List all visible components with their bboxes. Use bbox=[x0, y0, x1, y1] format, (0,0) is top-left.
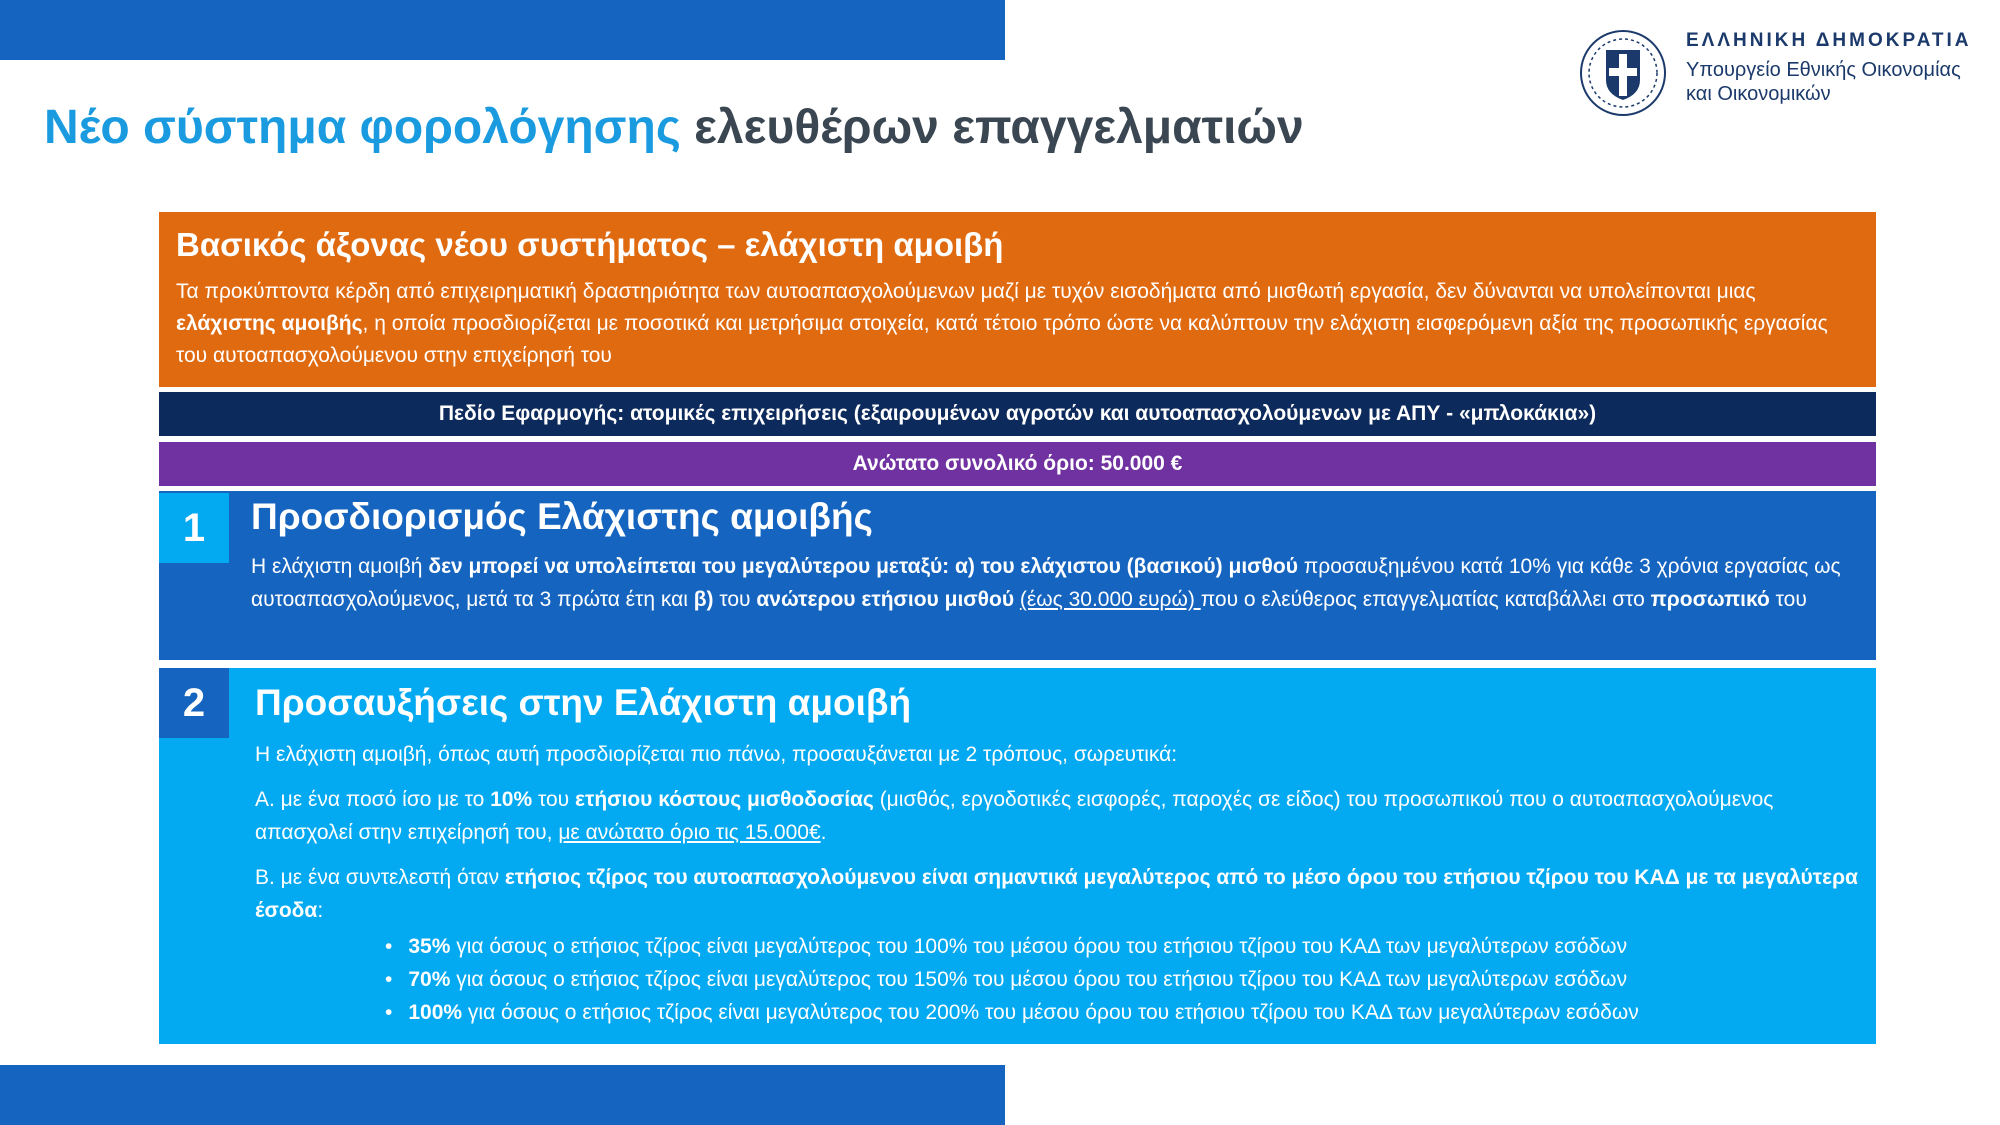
axis-text-part: , η οποία προσδιορίζεται με ποσοτικά και μετρήσιμα στοιχεία, κατά τέτοιο τρόπο ώστε να καλύπτουν την ελάχιστη εισφερόμενη αξία της προσωπικής εργασίας του αυτοαπασχολούμενου στην επιχείρησή του bbox=[176, 312, 1828, 367]
text-bold: ετήσιος τζίρος του αυτοαπασχολούμενου είναι σημαντικά μεγαλύτερος από το μέσο όρου του ετήσιου τζίρου του ΚΑΔ με τα μεγαλύτερα έσοδα bbox=[255, 866, 1858, 922]
text-bold: ανώτερου ετήσιου μισθού bbox=[756, 588, 1015, 611]
organization-block bbox=[1686, 30, 1971, 106]
bonus-rate-item bbox=[385, 963, 1876, 996]
section-2-item-b bbox=[255, 861, 1876, 927]
text-underline: (έως 30.000 ευρώ) bbox=[1019, 588, 1201, 611]
bonus-rate-pct: 100% bbox=[408, 1001, 463, 1024]
bonus-rate-item bbox=[385, 930, 1876, 963]
ministry-line-2: και Οικονομικών bbox=[1686, 83, 1831, 105]
text-part: . bbox=[820, 821, 827, 844]
section-2-number: 2 bbox=[159, 668, 229, 738]
bonus-rate-pct: 70% bbox=[408, 968, 451, 991]
bottom-accent-bar bbox=[0, 1065, 1005, 1125]
axis-text-bold: ελάχιστης αμοιβής bbox=[176, 312, 363, 335]
text-bold: β) bbox=[693, 588, 714, 611]
text-bold: δεν μπορεί να υπολείπεται του μεγαλύτερου μεταξύ: α) του ελάχιστου (βασικού) μισθού bbox=[428, 555, 1298, 578]
bonus-rate-item bbox=[385, 996, 1876, 1029]
text-bold: προσωπικό bbox=[1650, 588, 1770, 611]
section-1-number: 1 bbox=[159, 493, 229, 563]
section-1-title: Προσδιορισμός Ελάχιστης αμοιβής bbox=[251, 496, 873, 537]
text-part: Β. με ένα συντελεστή όταν bbox=[255, 866, 505, 889]
ministry-line-1: Υπουργείο Εθνικής Οικονομίας bbox=[1686, 59, 1961, 81]
main-axis-title: Βασικός άξονας νέου συστήματος – ελάχιστη αμοιβή bbox=[176, 226, 1004, 263]
text-part: (μισθός, εργοδοτικές εισφορές, παροχές σε είδος) του προσωπικού που ο αυτοαπασχολούμενος απασχολεί στην επιχείρησή του, bbox=[255, 788, 1774, 844]
text-part: του bbox=[713, 588, 757, 611]
text-part: προσαυξημένου κατά 10% για κάθε 3 χρόνια εργασίας ως αυτοαπασχολούμενος, μετά τα 3 πρώτα έτη και bbox=[251, 555, 1841, 611]
section-1-text bbox=[251, 550, 1876, 616]
text-bold: 10% bbox=[490, 788, 533, 811]
org-name: ΕΛΛΗΝΙΚΗ ΔΗΜΟΚΡΑΤΙΑ bbox=[1686, 30, 1972, 51]
section-2-title: Προσαυξήσεις στην Ελάχιστη αμοιβή bbox=[255, 682, 912, 723]
text-part: του bbox=[1769, 588, 1807, 611]
page-title-highlight: Νέο σύστημα φορολόγησης bbox=[44, 101, 681, 154]
bonus-rate-text: για όσους ο ετήσιος τζίρος είναι μεγαλύτερος του 200% του μέσου όρου του ετήσιου τζίρου του ΚΑΔ των μεγαλύτερων εσόδων bbox=[462, 1001, 1639, 1024]
main-axis-panel bbox=[159, 212, 1876, 387]
page-title bbox=[44, 100, 1304, 155]
top-accent-bar bbox=[0, 0, 1005, 60]
section-2-item-a bbox=[255, 783, 1876, 849]
bonus-rate-text: για όσους ο ετήσιος τζίρος είναι μεγαλύτερος του 150% του μέσου όρου του ετήσιου τζίρου του ΚΑΔ των μεγαλύτερων εσόδων bbox=[450, 968, 1628, 991]
greek-coat-of-arms-icon bbox=[1578, 28, 1668, 118]
section-2-panel bbox=[159, 668, 1876, 1044]
bonus-rate-text: για όσους ο ετήσιος τζίρος είναι μεγαλύτερος του 100% του μέσου όρου του ετήσιου τζίρου του ΚΑΔ των μεγαλύτερων εσόδων bbox=[450, 935, 1628, 958]
section-1-panel bbox=[159, 491, 1876, 660]
text-part: που ο ελεύθερος επαγγελματίας καταβάλλει στο bbox=[1200, 588, 1651, 611]
page-title-rest: ελευθέρων επαγγελματιών bbox=[694, 101, 1304, 154]
main-axis-text bbox=[176, 276, 1859, 372]
limit-banner: Ανώτατο συνολικό όριο: 50.000 € bbox=[159, 442, 1876, 486]
text-underline: με ανώτατο όριο τις 15.000€ bbox=[558, 821, 821, 844]
axis-text-part: Τα προκύπτοντα κέρδη από επιχειρηματική δραστηριότητα των αυτοαπασχολούμενων μαζί με τυχόν εισοδήματα από μισθωτή εργασία, δεν δύνανται να υπολείπονται μιας bbox=[176, 280, 1756, 303]
bonus-rate-list bbox=[255, 930, 1876, 1029]
text-part: Η ελάχιστη αμοιβή bbox=[251, 555, 429, 578]
scope-banner: Πεδίο Εφαρμογής: ατομικές επιχειρήσεις (εξαιρουμένων αγροτών και αυτοαπασχολούμενων με ΑΠΥ - «μπλοκάκια») bbox=[159, 392, 1876, 436]
text-bold: ετήσιου κόστους μισθοδοσίας bbox=[574, 788, 874, 811]
bonus-rate-pct: 35% bbox=[408, 935, 451, 958]
text-part: Α. με ένα ποσό ίσο με το bbox=[255, 788, 491, 811]
text-part: : bbox=[317, 899, 324, 922]
section-2-intro: Η ελάχιστη αμοιβή, όπως αυτή προσδιορίζεται πιο πάνω, προσαυξάνεται με 2 τρόπους, σωρευτικά: bbox=[255, 743, 1178, 766]
text-part: του bbox=[532, 788, 575, 811]
